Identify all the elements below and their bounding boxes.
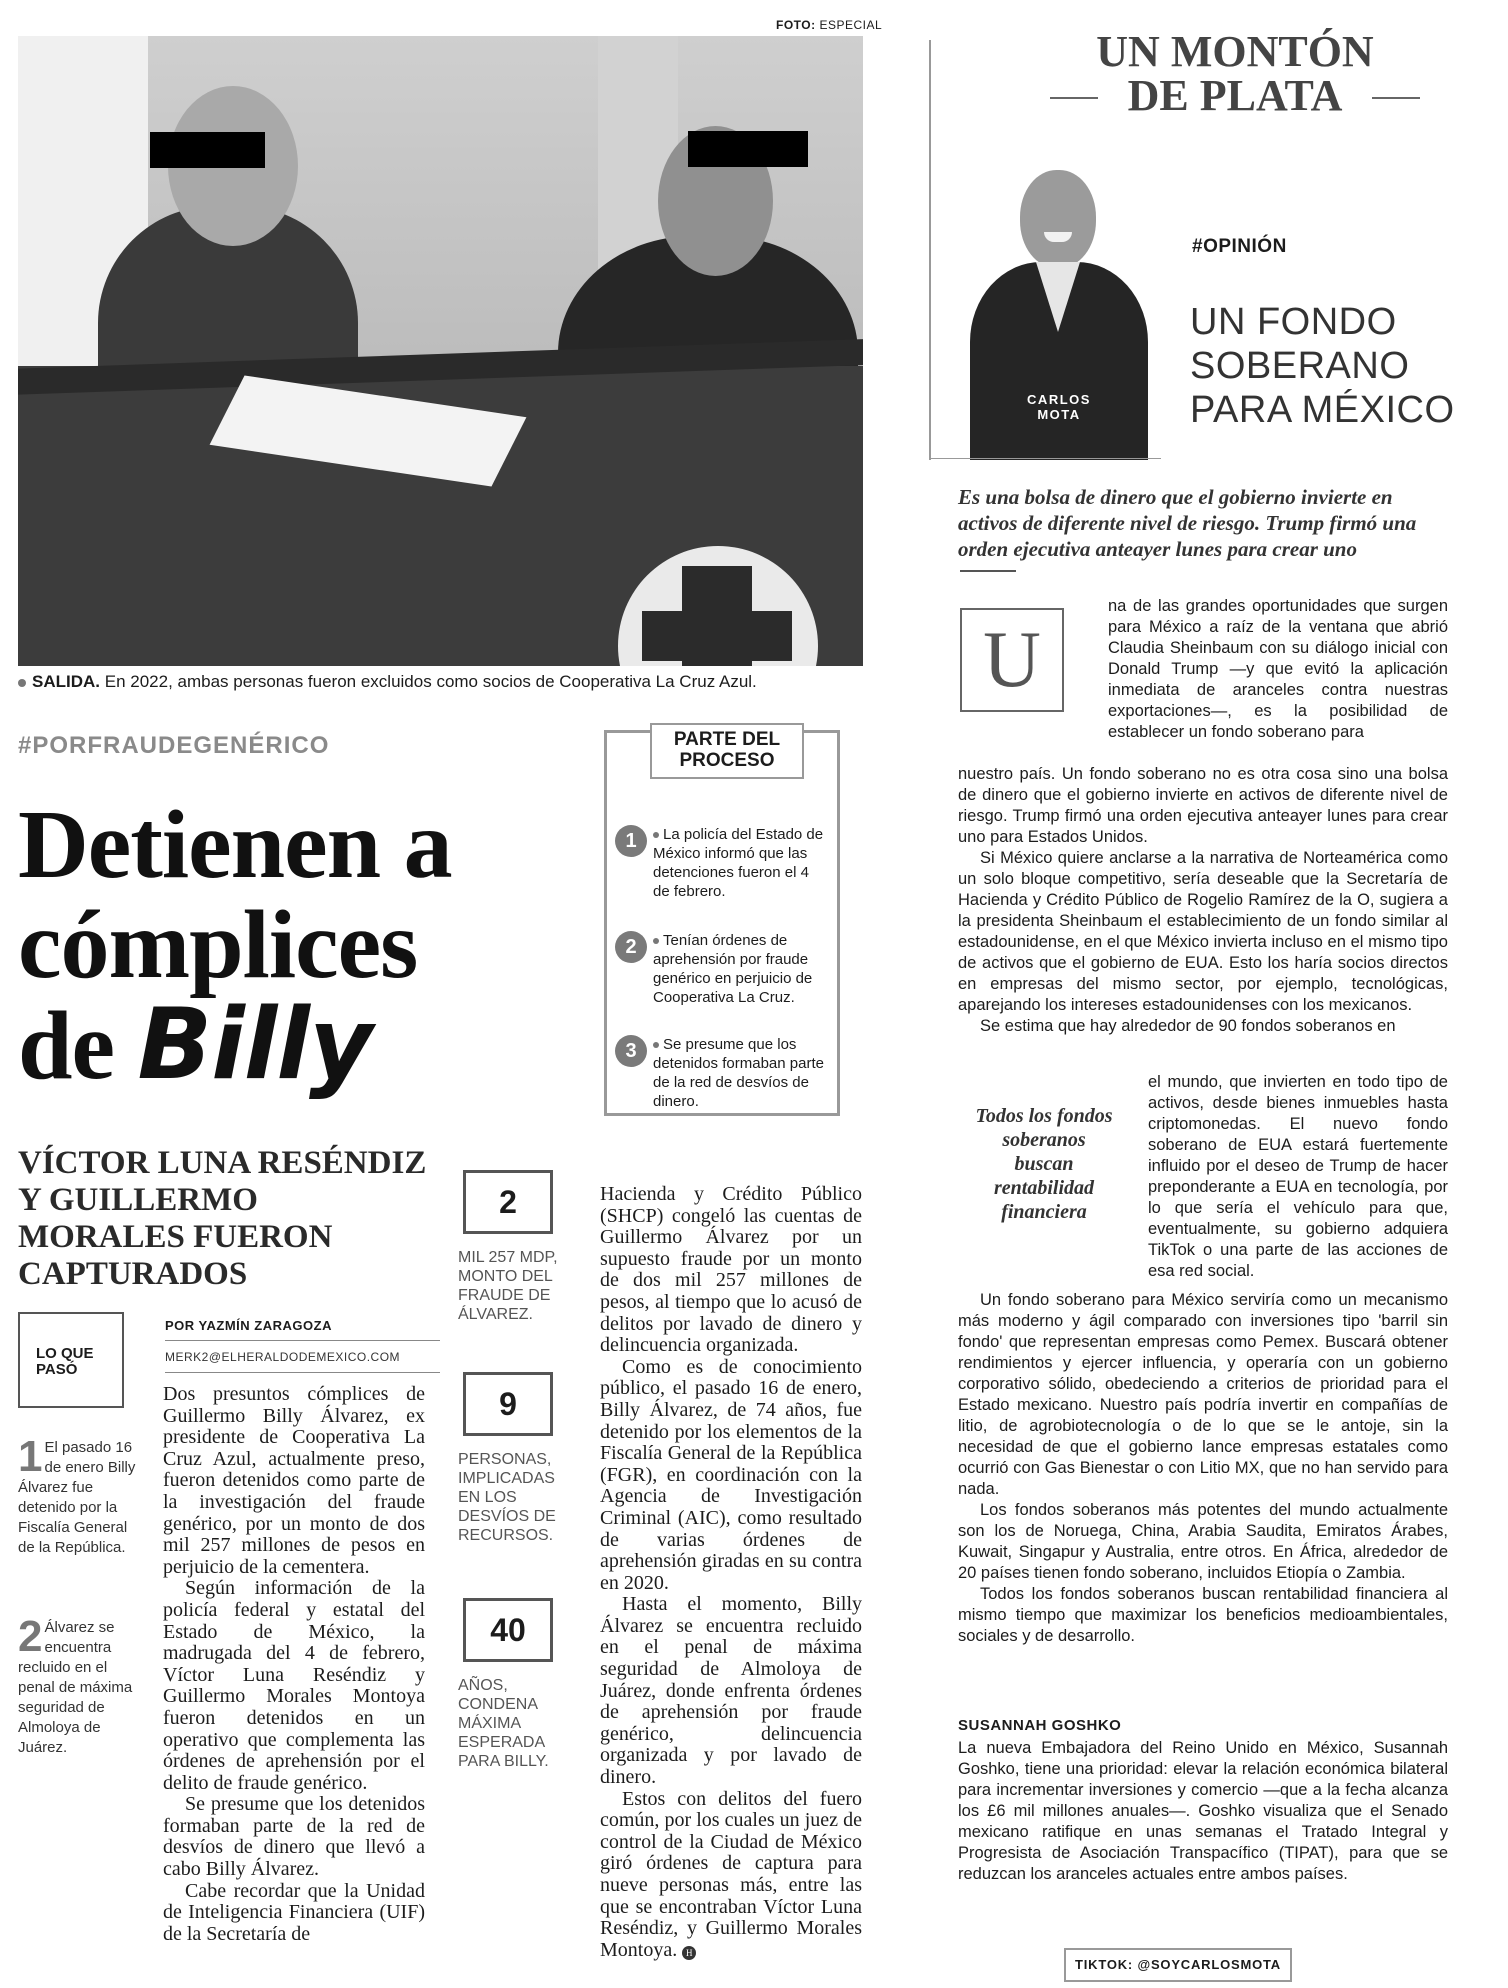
column-name-line-left: [1050, 97, 1098, 99]
news-photo: [18, 36, 863, 666]
process-item: 2 Tenían órdenes de aprehensión por fraude genérico en perjuicio de Cooperativa La Cruz.: [615, 931, 827, 1007]
lead-rule: [960, 570, 1016, 572]
stat-box: 9: [463, 1372, 553, 1436]
process-box-title: PARTE DEL PROCESO: [650, 723, 804, 779]
column-body-bottom: [958, 1290, 1448, 1647]
what-happened-box: [18, 1312, 124, 1408]
drop-cap: U: [960, 608, 1064, 712]
what-happened-title: LO QUE PASÓ: [36, 1346, 106, 1378]
paragraph: Dos presuntos cómplices de Guillermo Billy Álvarez, ex presidente de Cooperativa La Cruz Azul, actualmente preso, fueron detenidos como parte de la investigación del fraude genérico, por un monto de dos mil 257 millones de pesos en perjuicio de la cementera.: [163, 1383, 425, 1578]
paragraph: Hasta el momento, Billy Álvarez se encuentra recluido en el penal de máxima seguridad de Almoloya de Juárez, donde enfrenta órdenes de aprehensión por fraude genérico, delincuencia organizada y por lavado de dinero.: [600, 1593, 862, 1789]
paragraph: Cabe recordar que la Unidad de Inteligencia Financiera (UIF) de la Secretaría de: [163, 1879, 425, 1945]
paragraph: Los fondos soberanos más potentes del mundo actualmente son los de Noruega, China, Arabia Saudita, Emiratos Árabes, Kuwait, Singapur y Australia, entre otros. En África, alrededor de 20 países tienen fondo soberano, incluidos Etiopía o Zambia.: [958, 1501, 1448, 1582]
column-name-line-right: [1372, 97, 1420, 99]
paragraph: Un fondo soberano para México serviría como un mecanismo más moderno y ágil comparado con inversiones tipo 'barril sin fondo' que representan empresas como Pemex. Buscará obtener rendimientos y ejercer influencia, y operaría con un gobierno corporativo sólido, obedeciendo a criterios de prioridad para el Estado mexicano. Nuestro país podría invertir en compañías de litio, de agrobiotecnología o de lo que se le antoje, sin la necesidad de que el gobierno lance empresas estatales como ocurrió con Gas Bienestar o con Litio MX, que no han servido para nada.: [958, 1291, 1448, 1498]
column-frame-line: [929, 40, 931, 460]
paragraph: Se estima que hay alrededor de 90 fondos soberanos en: [980, 1017, 1396, 1035]
stat-label: PERSONAS, IMPLICADAS EN LOS DESVÍOS DE RECURSOS.: [458, 1451, 556, 1544]
column-title: UN FONDO SOBERANO PARA MÉXICO: [1190, 301, 1455, 431]
paragraph: Como es de conocimiento público, el pasado 16 de enero, Billy Álvarez, de 74 años, fue detenido por los elementos de la Fiscalía General de la República (FGR), en coordinación con la Agencia de Investigación Criminal (AIC), como resultado de varias órdenes de aprehensión giradas en su contra en 2020.: [600, 1355, 862, 1594]
cross-shape-horizontal: [642, 611, 792, 661]
stat-label: AÑOS, CONDENA MÁXIMA ESPERADA PARA BILLY.: [458, 1677, 549, 1770]
paragraph: Se presume que los detenidos formaban parte de la red de desvíos de dinero que llevó a cabo Billy Álvarez.: [163, 1793, 425, 1881]
goshko-text: La nueva Embajadora del Reino Unido en México, Susannah Goshko, tiene una prioridad: elevar la relación económica bilateral para incrementar inversiones y comercio —que a la fecha alcanza los £6 mil millones anuales—. Goshko visualiza que el Senado mexicano ratifique en unas semanas el Tratado Integral y Progresista de Asociación Transpacífico (TIPAT), para que se reduzcan los aranceles actuales entre ambos países.: [958, 1739, 1448, 1883]
photo-caption: SALIDA. En 2022, ambas personas fueron excluidos como socios de Cooperativa La Cruz Azul.: [18, 672, 757, 692]
author-photo: [960, 170, 1158, 460]
author-head: [1020, 170, 1096, 268]
column-intro: na de las grandes oportunidades que surgen para México a raíz de la ventana que abrió Claudia Sheinbaum con su diálogo inicial con Donald Trump —y que evitó la aplicación inmediata de aranceles contra nuestras exportaciones—, es la posibilidad de establecer un fondo soberano para: [1108, 597, 1448, 741]
article-column-1: [163, 1384, 425, 1945]
process-box: [604, 730, 840, 1116]
what-happened-item: 2 Álvarez se encuentra recluido en el penal de máxima seguridad de Almoloya de Juárez.: [18, 1612, 133, 1756]
paragraph: Hacienda y Crédito Público (SHCP) congeló las cuentas de Guillermo Álvarez por un supuesto fraude por un monto de dos mil 257 millones de pesos, al tiempo que lo acusó de delitos por lavado de dinero y delincuencia organizada.: [600, 1183, 862, 1357]
end-mark-icon: H: [682, 1946, 696, 1960]
article-column-2: [600, 1184, 862, 1961]
pull-quote: Todos los fondos soberanos buscan rentabilidad financiera: [975, 1105, 1113, 1223]
photo-credit: FOTO: ESPECIAL: [776, 18, 883, 32]
process-item: 3 Se presume que los detenidos formaban parte de la red de desvíos de dinero.: [615, 1035, 827, 1111]
paragraph: Todos los fondos soberanos buscan rentabilidad financiera al mismo tiempo que maximizar los beneficios medioambientales, sociales y de desarrollo.: [958, 1585, 1448, 1645]
process-item: 1 La policía del Estado de México informó que las detenciones fueron el 4 de febrero.: [615, 825, 827, 901]
censor-bar-right: [688, 131, 808, 167]
photo-frame-bottom: [931, 458, 1161, 459]
column-name: UN MONTÓN DE PLATA: [1096, 27, 1374, 120]
author-email: MERK2@ELHERALDODEMEXICO.COM: [165, 1350, 401, 1364]
column-lead: Es una bolsa de dinero que el gobierno invierte en activos de diferente nivel de riesgo. Trump firmó una orden ejecutiva anteayer lunes para crear uno: [958, 485, 1417, 561]
stat-label: MIL 257 MDP, MONTO DEL FRAUDE DE ÁLVAREZ.: [458, 1249, 558, 1323]
stat-box: 2: [463, 1170, 553, 1234]
bullet-icon: [18, 679, 26, 687]
byline-rule: [165, 1340, 440, 1341]
headline: Detienen a cómplices de Billy: [18, 791, 452, 1102]
censor-bar-left: [150, 132, 265, 168]
article-hashtag: #PORFRAUDEGENÉRICO: [18, 732, 330, 759]
goshko-heading: SUSANNAH GOSHKO: [958, 1717, 1122, 1734]
byline: POR YAZMÍN ZARAGOZA: [165, 1318, 332, 1333]
stat-box: 40: [463, 1598, 553, 1662]
column-body-mid: el mundo, que invierten en todo tipo de activos, desde bienes inmuebles hasta criptomonedas. El nuevo fondo soberano de EUA estará fuertemente influido por el deseo de Trump de hacer preponderante a EUA en tecnología, por lo que sería el vehículo para que, eventualmente, su gobierno adquiera TikTok o una parte de las acciones de esa red social.: [1148, 1073, 1448, 1280]
paragraph: Estos con delitos del fuero común, por los cuales un juez de control de la Ciudad de México giró órdenes de captura para nueve personas más, entre las que se encontraban Víctor Luna Reséndiz, y Guillermo Morales Montoya. H: [600, 1787, 862, 1961]
paragraph: Según información de la policía federal y estatal del Estado de México, la madrugada del 4 de febrero, Víctor Luna Reséndiz y Guillermo Morales Montoya fueron detenidos en un operativo que complementa las órdenes de aprehensión por el delito de fraude genérico.: [163, 1577, 425, 1794]
paragraph: nuestro país. Un fondo soberano no es otra cosa sino una bolsa de dinero que el gobierno invierte en activos de diferente nivel de riesgo. Trump firmó una orden ejecutiva anteayer lunes para crear uno para Estados Unidos.: [958, 765, 1448, 846]
opinion-hashtag: #OPINIÓN: [1192, 236, 1287, 257]
paragraph: Si México quiere anclarse a la narrativa de Norteamérica como un solo bloque competitivo, sería deseable que la Secretaría de Hacienda y Crédito Público de Rogelio Ramírez de la O, sugiera a la presidenta Sheinbaum el establecimiento de un fondo similar al estadounidense, en el que México invierta incluso en el mismo tipo de activos que el gobierno de EUA. Esto los haría socios directos en empresas del mismo sector, por ejemplo, tecnológicas, aparejando los intereses estadounidenses con los mexicanos.: [958, 849, 1448, 1014]
author-name: CARLOS MOTA: [1027, 392, 1091, 422]
what-happened-item: 1 El pasado 16 de enero Billy Álvarez fue detenido por la Fiscalía General de la República.: [18, 1432, 136, 1556]
tiktok-handle: TIKTOK: @SOYCARLOSMOTA: [1064, 1948, 1292, 1982]
subheadline: VÍCTOR LUNA RESÉNDIZ Y GUILLERMO MORALES FUERON CAPTURADOS: [18, 1145, 427, 1292]
column-body-top: [958, 764, 1448, 1037]
email-rule: [165, 1372, 440, 1373]
